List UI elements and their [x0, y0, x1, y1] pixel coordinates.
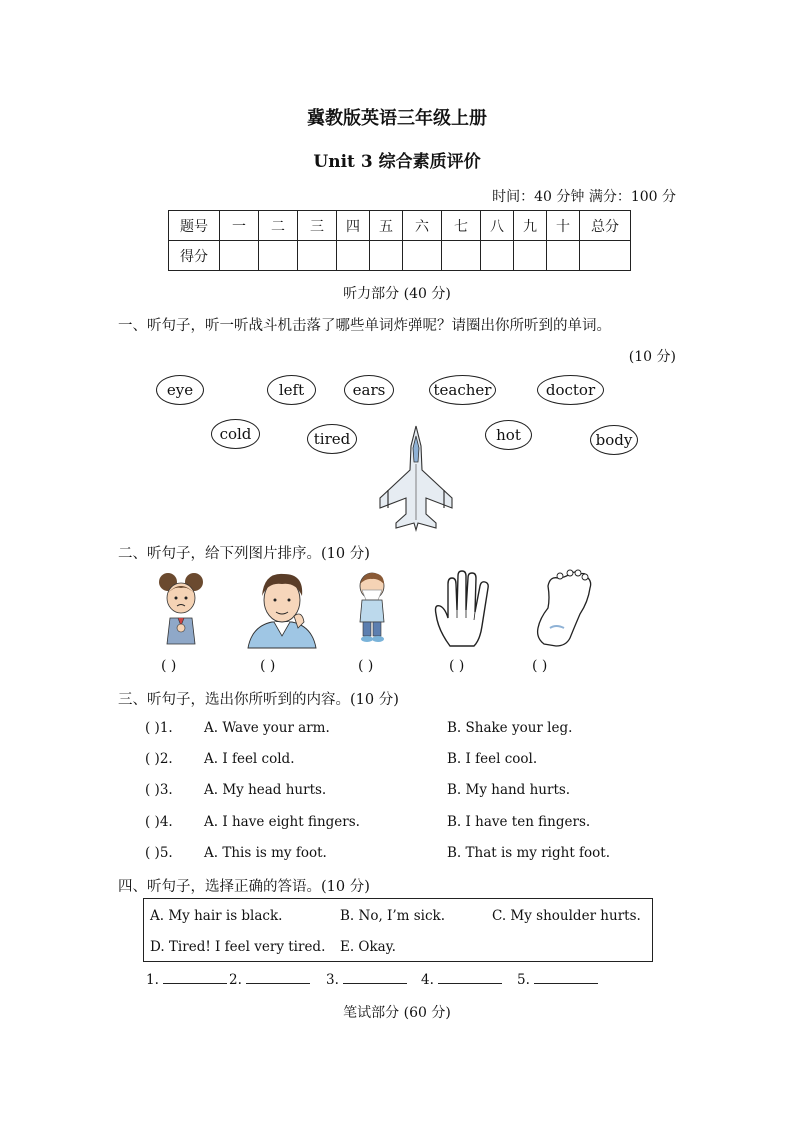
question-number[interactable]: ( )3.	[145, 782, 173, 798]
answer-blank-5[interactable]	[517, 970, 598, 988]
score-cell: 得分	[169, 241, 220, 271]
order-blank[interactable]: ( )	[449, 658, 465, 674]
score-table-score-row	[169, 241, 631, 271]
score-input-cell[interactable]	[220, 241, 259, 271]
option-a: A. I feel cold.	[204, 751, 295, 767]
section2-title: 二、听句子，给下列图片排序。(10 分)	[118, 546, 370, 562]
sneezing-boy-icon	[352, 570, 394, 644]
question-number[interactable]: ( )1.	[145, 720, 173, 736]
score-cell: 一	[220, 211, 259, 241]
score-cell: 八	[481, 211, 514, 241]
option-b: B. Shake your leg.	[447, 720, 573, 736]
order-blank[interactable]: ( )	[532, 658, 548, 674]
score-cell: 二	[259, 211, 298, 241]
order-blank[interactable]: ( )	[260, 658, 276, 674]
score-cell: 四	[337, 211, 370, 241]
section3-title: 三、听句子，选出你所听到的内容。(10 分)	[118, 692, 399, 708]
option-b: B. My hand hurts.	[447, 782, 571, 798]
answer-option-e: E. Okay.	[340, 939, 396, 955]
score-cell: 题号	[169, 211, 220, 241]
word-bomb-teacher[interactable]: teacher	[429, 375, 496, 405]
foot-icon	[530, 568, 594, 648]
answer-option-c: C. My shoulder hurts.	[492, 908, 641, 924]
score-cell: 九	[514, 211, 547, 241]
score-table-header-row	[169, 211, 631, 241]
answer-line[interactable]	[343, 970, 407, 984]
score-cell: 三	[298, 211, 337, 241]
word-bomb-cold[interactable]: cold	[211, 419, 260, 449]
option-b: B. I have ten fingers.	[447, 814, 591, 830]
word-bomb-body[interactable]: body	[590, 425, 638, 455]
score-input-cell[interactable]	[514, 241, 547, 271]
score-cell: 五	[370, 211, 403, 241]
section1-title: 一、听句子，听一听战斗机击落了哪些单词炸弹呢？请圈出你所听到的单词。	[118, 318, 611, 334]
option-b: B. I feel cool.	[447, 751, 538, 767]
score-input-cell[interactable]	[580, 241, 631, 271]
order-blank[interactable]: ( )	[161, 658, 177, 674]
word-bomb-ears[interactable]: ears	[344, 375, 394, 405]
page-title: 冀教版英语三年级上册	[307, 108, 487, 129]
option-b: B. That is my right foot.	[447, 845, 611, 861]
answer-line[interactable]	[163, 970, 227, 984]
answer-line[interactable]	[438, 970, 502, 984]
answer-line[interactable]	[534, 970, 598, 984]
score-input-cell[interactable]	[481, 241, 514, 271]
word-bomb-tired[interactable]: tired	[307, 424, 357, 454]
score-cell: 十	[547, 211, 580, 241]
option-a: A. This is my foot.	[204, 845, 327, 861]
word-bomb-left[interactable]: left	[267, 375, 316, 405]
writing-header: 笔试部分 (60 分)	[343, 1005, 451, 1021]
page-subtitle: Unit 3 综合素质评价	[313, 152, 481, 172]
answer-option-a: A. My hair is black.	[150, 908, 283, 924]
time-info: 时间：40 分钟 满分：100 分	[492, 189, 676, 205]
answer-number: 1.	[146, 972, 159, 988]
listening-header: 听力部分 (40 分)	[343, 286, 451, 302]
score-input-cell[interactable]	[403, 241, 442, 271]
score-input-cell[interactable]	[370, 241, 403, 271]
option-a: A. I have eight fingers.	[204, 814, 360, 830]
score-input-cell[interactable]	[442, 241, 481, 271]
score-input-cell[interactable]	[298, 241, 337, 271]
answer-option-b: B. No, I’m sick.	[340, 908, 446, 924]
score-input-cell[interactable]	[337, 241, 370, 271]
section4-title: 四、听句子，选择正确的答语。(10 分)	[118, 879, 370, 895]
answer-blank-2[interactable]	[229, 970, 310, 988]
score-cell: 七	[442, 211, 481, 241]
section1-points: (10 分)	[628, 349, 676, 365]
word-bomb-doctor[interactable]: doctor	[537, 375, 604, 405]
score-table	[168, 210, 631, 271]
word-bomb-hot[interactable]: hot	[485, 420, 532, 450]
option-a: A. Wave your arm.	[204, 720, 330, 736]
fighter-jet-icon	[376, 424, 456, 532]
score-input-cell[interactable]	[259, 241, 298, 271]
answer-number: 2.	[229, 972, 242, 988]
question-number[interactable]: ( )5.	[145, 845, 173, 861]
question-number[interactable]: ( )2.	[145, 751, 173, 767]
answer-option-d: D. Tired! I feel very tired.	[150, 939, 326, 955]
answer-number: 3.	[326, 972, 339, 988]
score-input-cell[interactable]	[547, 241, 580, 271]
sick-girl-icon	[156, 568, 206, 648]
hand-icon	[430, 570, 496, 648]
score-cell: 总分	[580, 211, 631, 241]
word-bomb-eye[interactable]: eye	[156, 375, 204, 405]
answer-blank-4[interactable]	[421, 970, 502, 988]
answer-number: 4.	[421, 972, 434, 988]
man-touching-face-icon	[244, 570, 320, 648]
answer-blank-1[interactable]	[146, 970, 227, 988]
answer-number: 5.	[517, 972, 530, 988]
order-blank[interactable]: ( )	[358, 658, 374, 674]
option-a: A. My head hurts.	[204, 782, 327, 798]
answer-blank-3[interactable]	[326, 970, 407, 988]
question-number[interactable]: ( )4.	[145, 814, 173, 830]
score-cell: 六	[403, 211, 442, 241]
answer-line[interactable]	[246, 970, 310, 984]
